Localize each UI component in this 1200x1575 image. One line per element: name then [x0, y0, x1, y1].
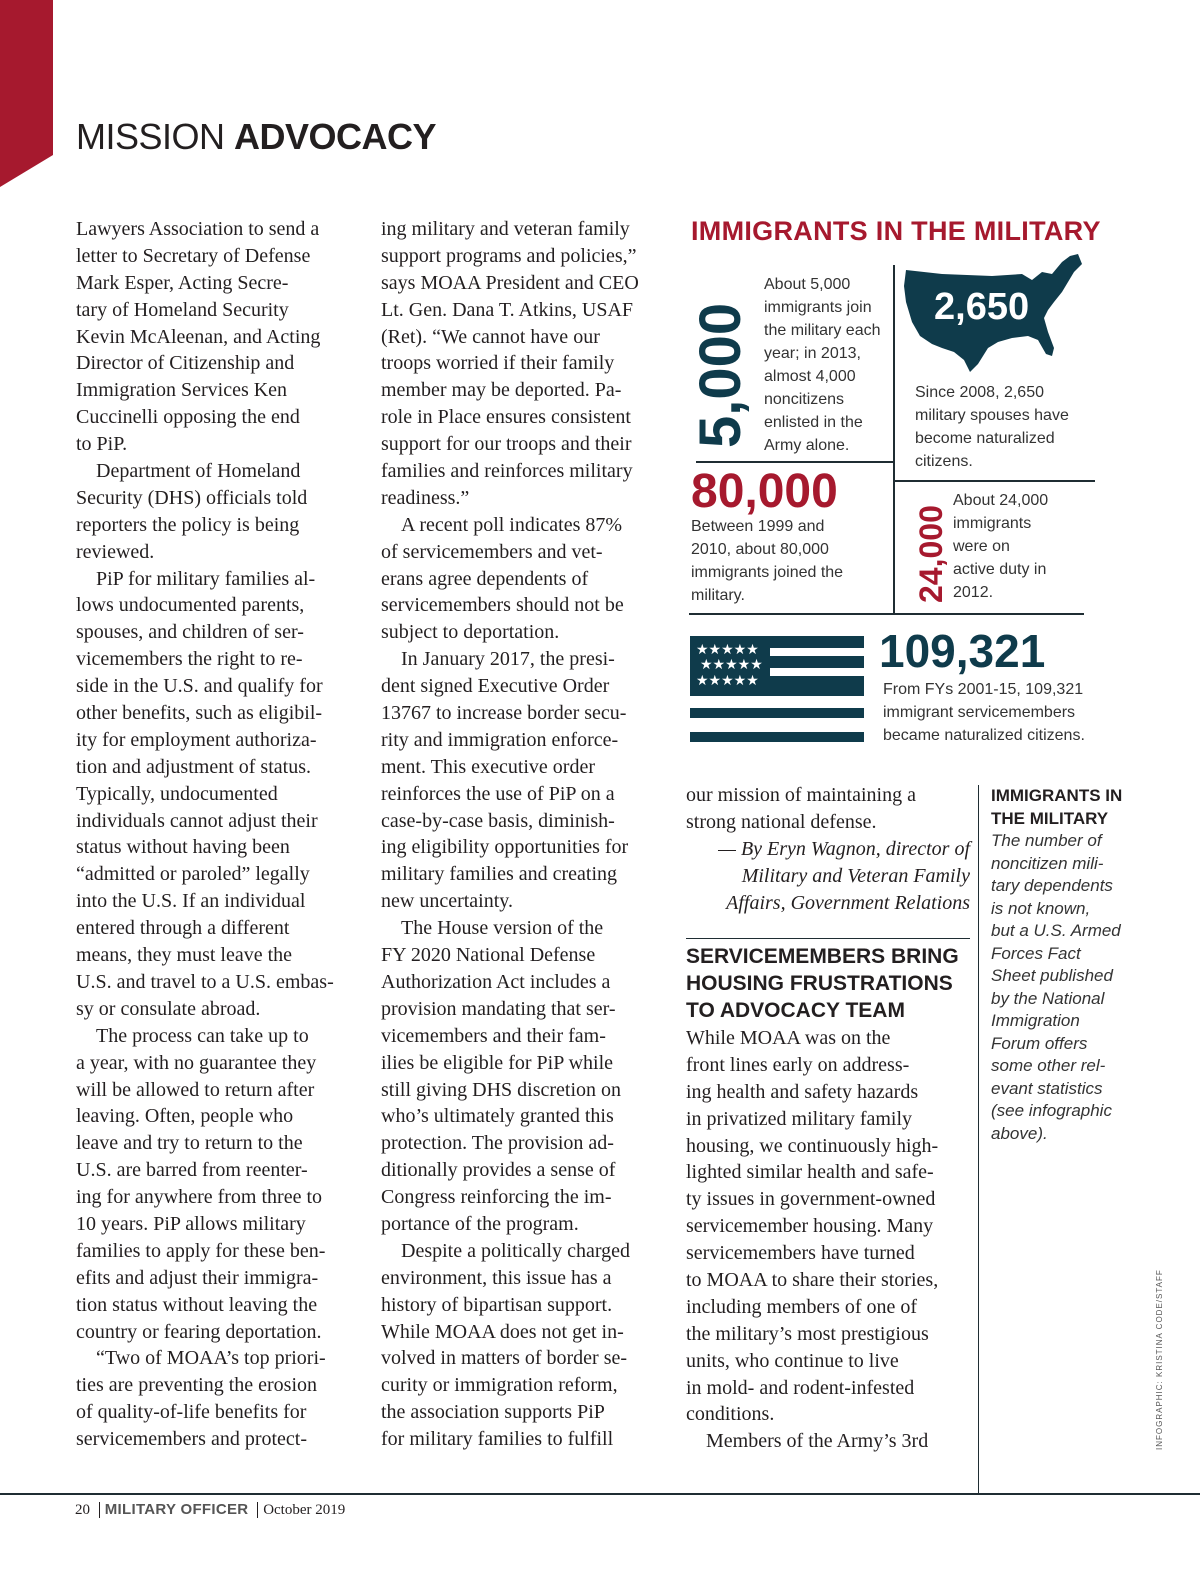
- stat-text-line: military spouses have: [915, 407, 1069, 424]
- text-line: still giving DHS discretion on: [381, 1078, 621, 1101]
- infographic-title: IMMIGRANTS IN THE MILITARY: [691, 216, 1101, 246]
- article-column-3: [686, 782, 970, 916]
- text-line: Lawyers Association to send a: [76, 218, 320, 240]
- text-line: Despite a politically charged: [401, 1239, 630, 1262]
- stat-text-line: almost 4,000: [764, 368, 856, 385]
- text-line: Department of Homeland: [96, 460, 301, 483]
- text-line: tion and adjustment of status.: [76, 755, 311, 778]
- text-line: readiness.”: [381, 486, 470, 509]
- text-line: “admitted or paroled” legally: [76, 863, 310, 886]
- text-line: subject to deportation.: [381, 621, 560, 644]
- text-line: Authorization Act includes a: [381, 970, 611, 993]
- issue-date: October 2019: [263, 1502, 346, 1518]
- sidebar-line: evant statistics: [991, 1078, 1103, 1098]
- text-line: Members of the Army’s 3rd: [706, 1430, 929, 1453]
- sidebar-line: Forum offers: [991, 1033, 1088, 1053]
- text-line: servicemembers have turned: [686, 1242, 915, 1265]
- sidebar-line: Immigration: [991, 1011, 1080, 1030]
- text-line: servicemember housing. Many: [686, 1215, 934, 1238]
- text-line: reviewed.: [76, 540, 155, 563]
- sidebar-divider: [978, 785, 979, 1493]
- stat-text-line: immigrant servicemembers: [883, 704, 1076, 721]
- stat-80000-text: [691, 515, 843, 607]
- text-line: letter to Secretary of Defense: [76, 244, 311, 267]
- stat-text-line: became naturalized citizens.: [883, 727, 1085, 744]
- text-line: into the U.S. If an individual: [76, 890, 306, 913]
- text-line: servicemembers and protect-: [76, 1428, 308, 1451]
- text-line: to MOAA to share their stories,: [686, 1269, 939, 1292]
- text-line: servicemembers should not be: [381, 594, 624, 617]
- text-line: ing military and veteran family: [381, 218, 630, 240]
- stat-80000-number: 80,000: [691, 465, 838, 518]
- page-footer: [75, 1497, 345, 1524]
- text-line: ing for anywhere from three to: [76, 1186, 323, 1209]
- text-line: ilies be eligible for PiP while: [381, 1051, 614, 1074]
- text-line: units, who continue to live: [686, 1349, 899, 1372]
- text-line: rity and immigration enforce-: [381, 728, 619, 751]
- footer-rule: [0, 1493, 1200, 1495]
- text-line: entered through a different: [76, 917, 290, 940]
- subhead-line: SERVICEMEMBERS BRING: [686, 945, 959, 968]
- text-line: Director of Citizenship and: [76, 352, 295, 375]
- text-line: ty issues in government-owned: [686, 1188, 936, 1211]
- sidebar-line: above).: [991, 1123, 1048, 1143]
- text-line: sy or consulate abroad.: [76, 997, 261, 1020]
- text-line: The process can take up to: [96, 1024, 309, 1047]
- text-line: 10 years. PiP allows military: [76, 1212, 306, 1235]
- text-line: status without having been: [76, 836, 290, 859]
- text-line: will be allowed to return after: [76, 1078, 315, 1101]
- stat-text-line: the military each: [764, 322, 881, 339]
- text-line: U.S. are barred from reenter-: [76, 1159, 308, 1182]
- text-line: “Two of MOAA’s top priori-: [96, 1347, 326, 1370]
- sidebar-line: Forces Fact: [991, 943, 1081, 963]
- text-line: Typically, undocumented: [76, 782, 278, 805]
- sidebar-title-line: THE MILITARY: [991, 808, 1109, 828]
- stat-text-line: were on: [953, 538, 1010, 555]
- text-line: protection. The provision ad-: [381, 1132, 614, 1155]
- text-line: the association supports PiP: [381, 1401, 605, 1424]
- text-line: efits and adjust their immigra-: [76, 1266, 319, 1289]
- stat-text-line: About 24,000: [953, 492, 1049, 509]
- text-line: Cuccinelli opposing the end: [76, 406, 300, 429]
- text-line: Security (DHS) officials told: [76, 486, 308, 509]
- subsection-body: [686, 1025, 938, 1455]
- stat-109321-text: [883, 678, 1085, 747]
- stat-109321-number: 109,321: [879, 625, 1046, 677]
- sidebar-line: is not known,: [991, 898, 1091, 918]
- article-column-2: [381, 216, 639, 1453]
- sidebar-title: [991, 785, 1122, 830]
- grid-divider: [689, 613, 1084, 615]
- article-column-1: [76, 216, 334, 1453]
- magazine-name: MILITARY OFFICER: [104, 1501, 249, 1518]
- subhead: [686, 944, 959, 1025]
- stat-text-line: From FYs 2001-15, 109,321: [883, 681, 1084, 698]
- stat-5000-text: [764, 273, 881, 457]
- stat-text-line: year; in 2013,: [764, 345, 861, 362]
- sidebar-line: some other rel-: [991, 1056, 1106, 1075]
- text-line: While MOAA was on the: [686, 1027, 891, 1049]
- text-line: In January 2017, the presi-: [401, 648, 615, 671]
- text-line: FY 2020 National Defense: [381, 944, 596, 967]
- stat-text-line: immigrants: [953, 515, 1032, 532]
- stat-text-line: Between 1999 and: [691, 518, 825, 535]
- text-line: other benefits, such as eligibil-: [76, 702, 323, 725]
- stat-text-line: Since 2008, 2,650: [915, 384, 1044, 401]
- sidebar-title-line: IMMIGRANTS IN: [991, 786, 1123, 805]
- text-line: 13767 to increase border secu-: [381, 702, 627, 725]
- stat-text-line: About 5,000: [764, 276, 851, 293]
- section-header: [76, 116, 436, 158]
- stat-text-line: active duty in: [953, 561, 1047, 578]
- text-line: military families and creating: [381, 863, 618, 886]
- section-header-light: MISSION: [76, 116, 225, 157]
- text-line: ing health and safety hazards: [686, 1080, 919, 1103]
- text-line: of quality-of-life benefits for: [76, 1401, 307, 1424]
- text-line: Lt. Gen. Dana T. Atkins, USAF: [381, 298, 634, 321]
- subhead-line: TO ADVOCACY TEAM: [686, 998, 905, 1022]
- text-line: spouses, and children of ser-: [76, 621, 304, 644]
- text-line: families to apply for these ben-: [76, 1239, 326, 1262]
- stat-text-line: citizens.: [915, 453, 973, 470]
- text-line: ditionally provides a sense of: [381, 1159, 616, 1182]
- stat-5000-number: 5,000: [688, 302, 753, 448]
- stat-text-line: noncitizens: [764, 391, 845, 408]
- stat-text-line: military.: [691, 587, 745, 604]
- divider: [686, 938, 970, 939]
- byline-line: — By Eryn Wagnon, director of: [718, 837, 970, 860]
- byline-line: Military and Veteran Family: [741, 864, 970, 887]
- text-line: volved in matters of border se-: [381, 1347, 628, 1370]
- text-line: U.S. and travel to a U.S. embas-: [76, 970, 334, 993]
- text-line: leave and try to return to the: [76, 1132, 303, 1155]
- text-line: vicemembers the right to re-: [76, 648, 303, 671]
- text-line: tary of Homeland Security: [76, 298, 289, 321]
- text-line: dent signed Executive Order: [381, 675, 610, 698]
- text-line: lighted similar health and safe-: [686, 1161, 934, 1184]
- flag-icon: [690, 636, 864, 742]
- text-line: housing, we continuously high-: [686, 1134, 939, 1157]
- grid-divider: [893, 480, 1095, 482]
- section-header-bold: ADVOCACY: [234, 116, 437, 157]
- stat-text-line: 2010, about 80,000: [691, 541, 829, 558]
- svg-text:★★★★★: ★★★★★: [696, 642, 759, 658]
- text-line: for military families to fulfill: [381, 1428, 614, 1451]
- stat-text-line: immigrants joined the: [691, 564, 844, 581]
- text-line: support for our troops and their: [381, 433, 632, 456]
- stat-24000-number: 24,000: [913, 505, 949, 603]
- text-line: provision mandating that ser-: [381, 997, 616, 1020]
- text-line: A recent poll indicates 87%: [401, 513, 623, 536]
- text-line: in mold- and rodent-infested: [686, 1376, 915, 1399]
- text-line: (Ret). “We cannot have our: [381, 325, 600, 348]
- text-line: The House version of the: [401, 917, 604, 940]
- stat-2650-text: [915, 381, 1069, 473]
- text-line: Immigration Services Ken: [76, 379, 288, 402]
- text-line: leaving. Often, people who: [76, 1105, 294, 1128]
- sidebar-line: but a U.S. Armed: [991, 921, 1121, 940]
- svg-text:★★★★★: ★★★★★: [700, 657, 763, 673]
- sidebar-line: noncitizen mili-: [991, 853, 1104, 873]
- stat-text-line: become naturalized: [915, 430, 1055, 447]
- text-line: says MOAA President and CEO: [381, 271, 639, 294]
- page-number: 20: [75, 1502, 90, 1518]
- text-line: ment. This executive order: [381, 755, 596, 778]
- text-line: ties are preventing the erosion: [76, 1374, 318, 1397]
- sidebar-text: [991, 830, 1121, 1145]
- text-line: to PiP.: [76, 433, 128, 456]
- text-line: side in the U.S. and qualify for: [76, 675, 323, 698]
- text-line: individuals cannot adjust their: [76, 809, 318, 832]
- text-line: erans agree dependents of: [381, 567, 589, 590]
- text-line: reinforces the use of PiP on a: [381, 782, 615, 805]
- sidebar-line: The number of: [991, 831, 1102, 850]
- text-line: of servicemembers and vet-: [381, 540, 603, 563]
- text-line: PiP for military families al-: [96, 567, 316, 590]
- text-line: including members of one of: [686, 1295, 918, 1318]
- stat-24000-text: [953, 489, 1048, 604]
- text-line: families and reinforces military: [381, 460, 633, 483]
- text-line: a year, with no guarantee they: [76, 1051, 317, 1074]
- text-line: environment, this issue has a: [381, 1266, 612, 1289]
- text-line: tion status without leaving the: [76, 1293, 318, 1316]
- text-line: conditions.: [686, 1403, 775, 1426]
- text-line: portance of the program.: [381, 1212, 579, 1235]
- text-line: lows undocumented parents,: [76, 594, 305, 617]
- text-line: vicemembers and their fam-: [381, 1024, 606, 1047]
- text-line: ity for employment authoriza-: [76, 728, 317, 751]
- text-line: role in Place ensures consistent: [381, 406, 631, 429]
- sidebar-line: (see infographic: [991, 1101, 1112, 1120]
- grid-divider: [893, 265, 895, 613]
- text-line: history of bipartisan support.: [381, 1293, 613, 1316]
- sidebar-line: Sheet published: [991, 966, 1113, 985]
- stat-text-line: Army alone.: [764, 437, 850, 454]
- svg-text:★★★★★: ★★★★★: [696, 673, 759, 689]
- text-line: strong national defense.: [686, 810, 877, 833]
- text-line: ing eligibility opportunities for: [381, 836, 629, 859]
- text-line: in privatized military family: [686, 1107, 913, 1130]
- text-line: case-by-case basis, diminish-: [381, 809, 615, 832]
- stat-text-line: 2012.: [953, 584, 994, 601]
- text-line: Mark Esper, Acting Secre-: [76, 271, 289, 294]
- sidebar-line: by the National: [991, 988, 1105, 1008]
- text-line: curity or immigration reform,: [381, 1374, 618, 1397]
- stat-text-line: enlisted in the: [764, 414, 863, 431]
- subhead-line: HOUSING FRUSTRATIONS: [686, 971, 953, 995]
- text-line: means, they must leave the: [76, 944, 293, 967]
- text-line: Congress reinforcing the im-: [381, 1186, 612, 1209]
- text-line: support programs and policies,”: [381, 244, 637, 267]
- text-line: front lines early on address-: [686, 1053, 910, 1076]
- infographic-credit: INFOGRAPHIC: KRISTINA CODE/STAFF: [1155, 1269, 1164, 1450]
- text-line: Kevin McAleenan, and Acting: [76, 325, 321, 348]
- text-line: the military’s most prestigious: [686, 1322, 929, 1345]
- text-line: our mission of maintaining a: [686, 784, 916, 806]
- text-line: country or fearing deportation.: [76, 1320, 322, 1343]
- sidebar-line: tary dependents: [991, 876, 1113, 895]
- stat-2650-number: 2,650: [934, 286, 1030, 328]
- text-line: new uncertainty.: [381, 890, 513, 913]
- byline-line: Affairs, Government Relations: [726, 891, 970, 914]
- section-corner-tab: [0, 0, 54, 188]
- stat-text-line: immigrants join: [764, 299, 872, 316]
- text-line: reporters the policy is being: [76, 513, 300, 536]
- text-line: member may be deported. Pa-: [381, 379, 622, 402]
- text-line: While MOAA does not get in-: [381, 1320, 624, 1343]
- text-line: troops worried if their family: [381, 352, 615, 375]
- text-line: who’s ultimately granted this: [381, 1105, 614, 1128]
